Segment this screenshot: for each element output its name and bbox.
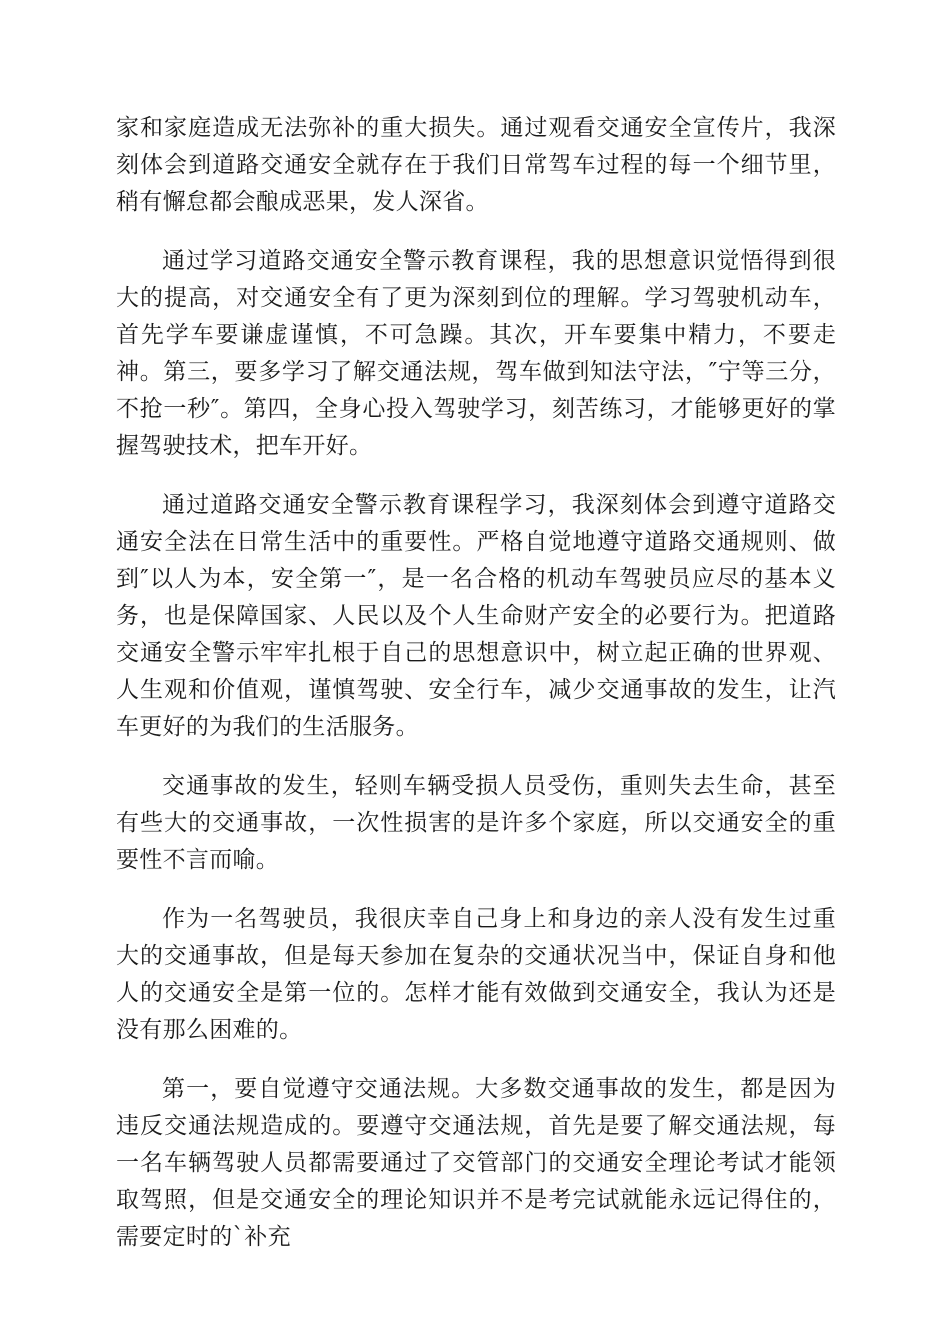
paragraph-law-importance: 通过道路交通安全警示教育课程学习，我深刻体会到遵守道路交通安全法在日常生活中的重要性。严格自觉地遵守道路交通规则、做到″以人为本，安全第一″，是一名合格的机动车驾驶员应尽的基本义务，也是保障国家、人民以及个人生命财产安全的必要行为。把道路交通安全警示牢牢扎根于自己的思想意识中，树立起正确的世界观、人生观和价值观，谨慎驾驶、安全行车，减少交通事故的发生，让汽车更好的为我们的生活服务。	[116, 492, 836, 740]
paragraph-continued: 家和家庭造成无法弥补的重大损失。通过观看交通安全宣传片，我深刻体会到道路交通安全就存在于我们日常驾车过程的每一个细节里，稍有懈怠都会酿成恶果，发人深省。	[116, 115, 836, 215]
paragraph-first-point: 第一，要自觉遵守交通法规。大多数交通事故的发生，都是因为违反交通法规造成的。要遵守交通法规，首先是要了解交通法规，每一名车辆驾驶人员都需要通过了交管部门的交通安全理论考试才能领取驾照，但是交通安全的理论知识并不是考完试就能永远记得住的，需要定时的`补充	[116, 1076, 836, 1250]
paragraph-driver-reflection: 作为一名驾驶员，我很庆幸自己身上和身边的亲人没有发生过重大的交通事故，但是每天参加在复杂的交通状况当中，保证自身和他人的交通安全是第一位的。怎样才能有效做到交通安全，我认为还是没有那么困难的。	[116, 906, 836, 1043]
paragraph-accident-consequences: 交通事故的发生，轻则车辆受损人员受伤，重则失去生命，甚至有些大的交通事故，一次性损害的是许多个家庭，所以交通安全的重要性不言而喻。	[116, 773, 836, 873]
paragraph-course-learning: 通过学习道路交通安全警示教育课程，我的思想意识觉悟得到很大的提高，对交通安全有了更为深刻到位的理解。学习驾驶机动车，首先学车要谦虚谨慎，不可急躁。其次，开车要集中精力，不要走神。第三，要多学习了解交通法规，驾车做到知法守法，″宁等三分，不抢一秒″。第四，全身心投入驾驶学习，刻苦练习，才能够更好的掌握驾驶技术，把车开好。	[116, 248, 836, 459]
document-body	[116, 110, 836, 1278]
